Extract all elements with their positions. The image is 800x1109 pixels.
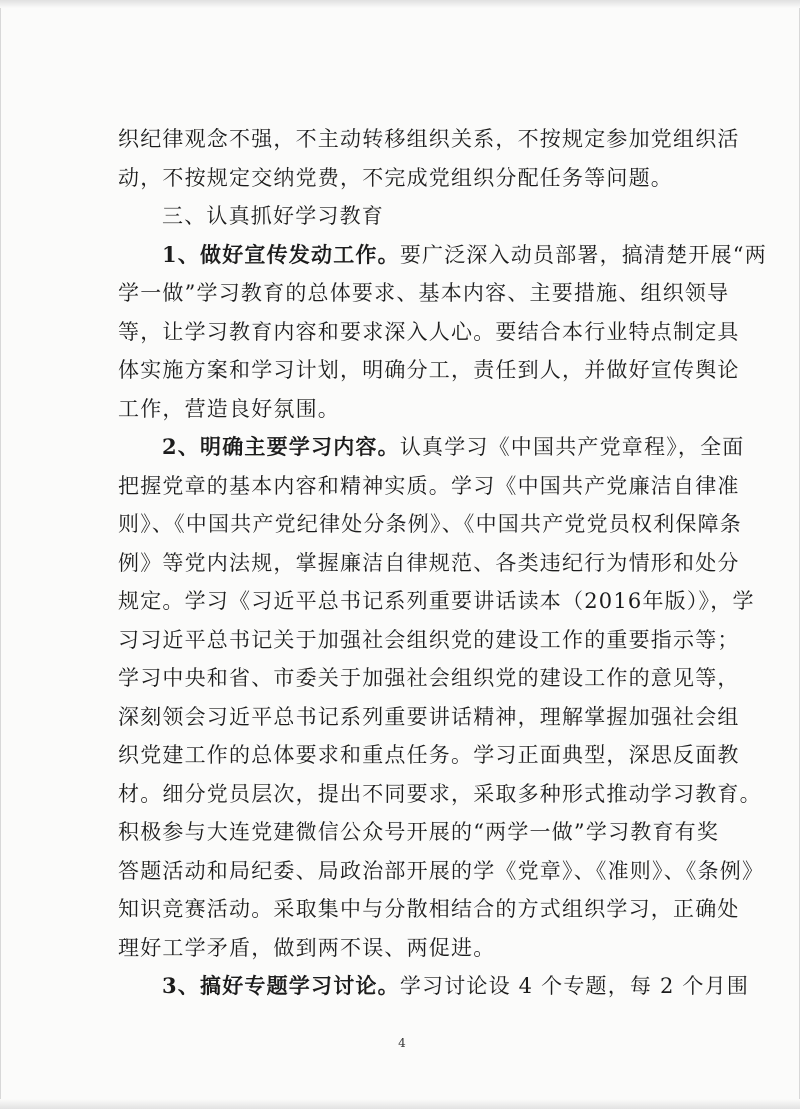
item-2-heading: 2、明确主要学习内容。 bbox=[162, 434, 400, 459]
text-line: 理好工学矛盾，做到两不误、两促进。 bbox=[118, 935, 496, 960]
item-3-text: 学习讨论设 4 个专题，每 2 个月围 bbox=[399, 974, 750, 998]
text-line: 体实施方案和学习计划，明确分工，责任到人，并做好宣传舆论 bbox=[118, 358, 740, 382]
text-line: 学习中央和省、市委关于加强社会组织党的建设工作的意见等， bbox=[118, 666, 740, 690]
text-line: 深刻领会习近平总书记系列重要讲话精神，理解掌握加强社会组 bbox=[118, 704, 740, 729]
text-line: 规定。学习《习近平总书记系列重要讲话读本（2016年版）》，学 bbox=[118, 589, 755, 613]
text-line: 习习近平总书记关于加强社会组织党的建设工作的重要指示等； bbox=[118, 627, 740, 652]
item-3-heading: 3、搞好专题学习讨论。 bbox=[162, 973, 400, 998]
text-line: 学一做”学习教育的总体要求、基本内容、主要措施、组织领导 bbox=[118, 281, 730, 305]
item-2-text: 认真学习《中国共产党章程》，全面 bbox=[399, 435, 745, 459]
text-line: 把握党章的基本内容和精神实质。学习《中国共产党廉洁自律准 bbox=[118, 473, 740, 498]
text-line: 知识竞赛活动。采取集中与分散相结合的方式组织学习，正确处 bbox=[118, 897, 740, 921]
text-line: 织党建工作的总体要求和重点任务。学习正面典型，深思反面教 bbox=[118, 743, 740, 767]
page-number: 4 bbox=[398, 1036, 406, 1050]
text-line: 例》等党内法规，掌握廉洁自律规范、各类违纪行为情形和处分 bbox=[118, 550, 740, 575]
text-line: 动，不按规定交纳党费，不完成党组织分配任务等问题。 bbox=[118, 165, 673, 190]
scan-edge-top bbox=[0, 0, 800, 8]
item-1-first-line bbox=[118, 236, 767, 275]
item-1-text: 要广泛深入动员部署，搞清楚开展“两 bbox=[399, 242, 767, 267]
scan-edge-bottom bbox=[0, 1099, 800, 1109]
text-line: 积极参与大连党建微信公众号开展的“两学一做”学习教育有奖 bbox=[118, 820, 720, 844]
body-text bbox=[118, 120, 767, 1006]
item-2-first-line bbox=[118, 428, 745, 467]
text-line: 答题活动和局纪委、局政治部开展的学《党章》、《准则》、《条例》 bbox=[118, 858, 765, 883]
text-line: 则》、《中国共产党纪律处分条例》、《中国共产党党员权利保障条 bbox=[118, 512, 742, 536]
section-heading: 三、认真抓好学习教育 bbox=[162, 204, 384, 228]
item-3-first-line bbox=[118, 967, 750, 1006]
item-1-heading: 1、做好宣传发动工作。 bbox=[162, 241, 400, 267]
text-line: 织纪律观念不强，不主动转移组织关系，不按规定参加党组织活 bbox=[118, 127, 740, 151]
text-line: 工作，营造良好氛围。 bbox=[118, 396, 340, 421]
text-line: 等，让学习教育内容和要求深入人心。要结合本行业特点制定具 bbox=[118, 319, 740, 344]
text-line: 材。细分党员层次，提出不同要求，采取多种形式推动学习教育。 bbox=[118, 781, 762, 806]
